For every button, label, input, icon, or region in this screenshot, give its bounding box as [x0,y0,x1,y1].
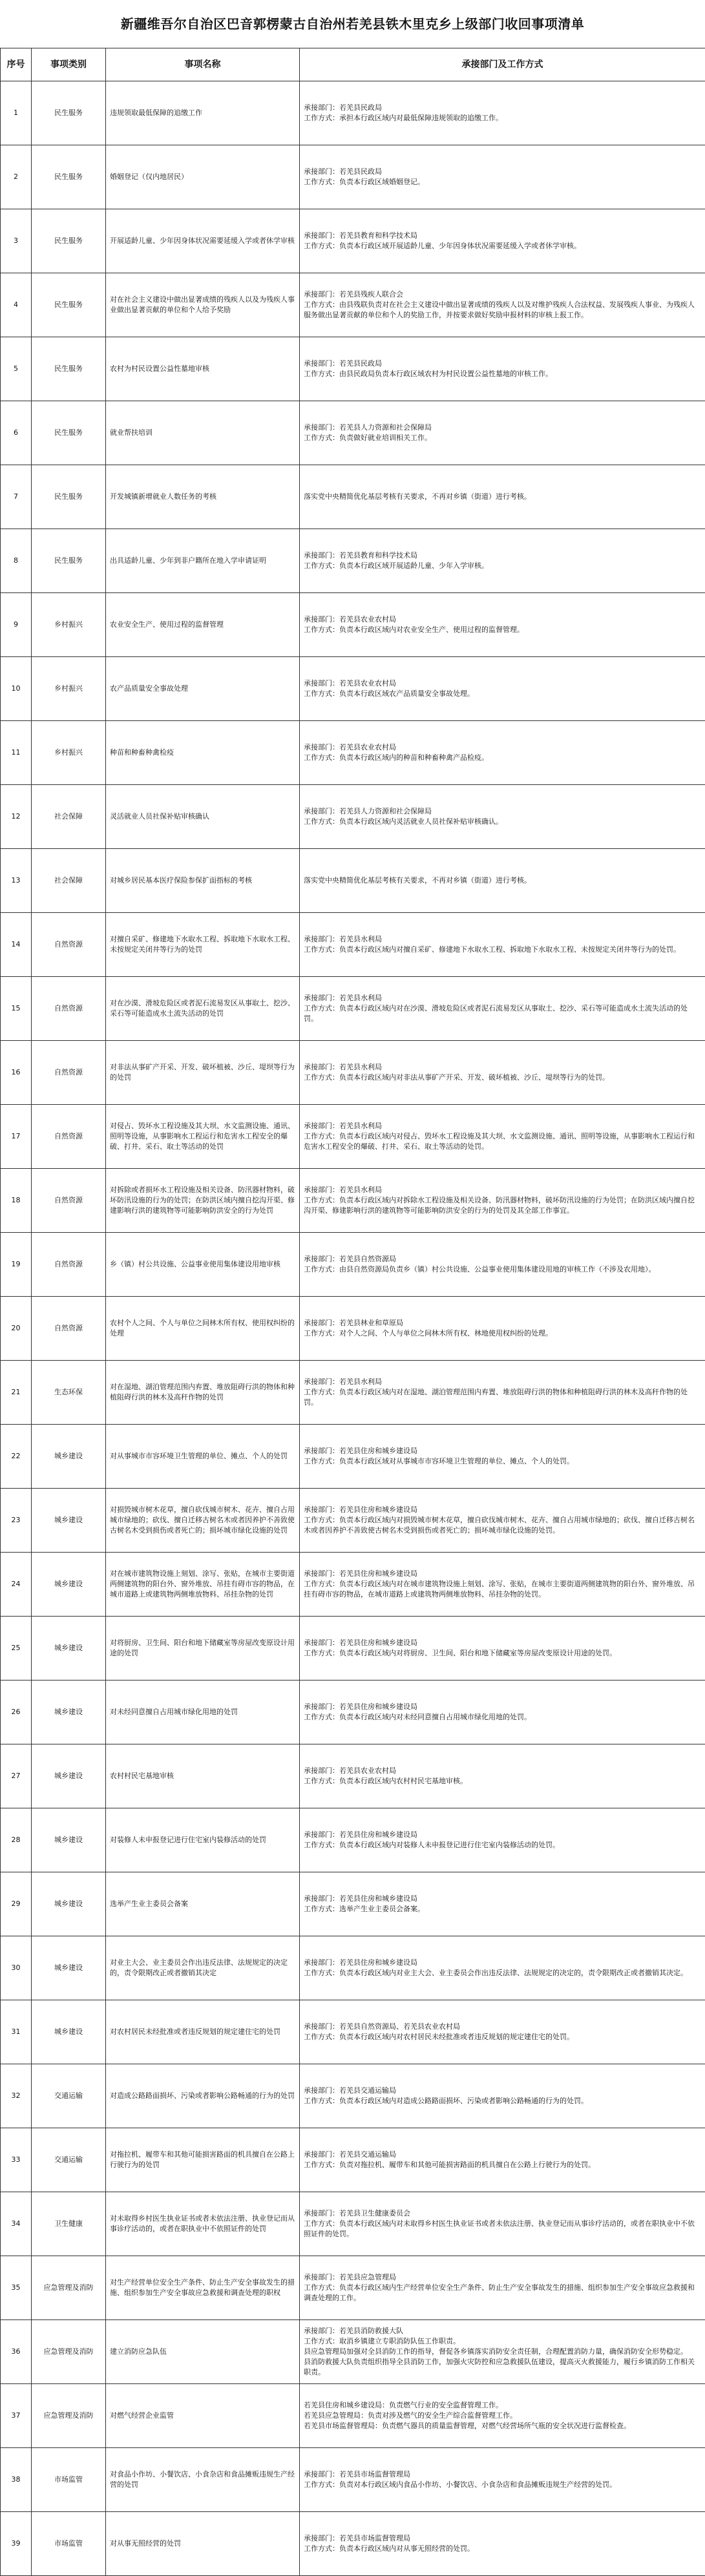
table-row [1,913,705,977]
department-line: 承接部门：若羌县卫生健康委员会 [304,2208,701,2219]
row-category: 城乡建设 [32,1872,106,1936]
table-row [1,401,705,465]
table-row [1,1105,705,1169]
header-department: 承接部门及工作方式 [300,48,705,81]
row-number: 10 [1,657,32,721]
row-department [300,1936,705,2000]
table-row [1,1553,705,1617]
table-row [1,337,705,401]
table-row [1,593,705,657]
department-line: 工作方式：负责本行政区域内农村村民宅基地审核。 [304,1776,701,1786]
table-row [1,1041,705,1105]
row-item-name: 对拖拉机、履带车和其他可能损害路面的机具擅自在公路上行驶行为的处罚 [106,2128,300,2192]
row-item-name: 对业主大会、业主委员会作出违反法律、法规规定的决定的，责令限期改正或者撤销其决定 [106,1936,300,2000]
row-department [300,1808,705,1872]
department-line: 承接部门：若羌县交通运输局 [304,2086,701,2096]
department-line: 承接部门：若羌县民政局 [304,167,701,177]
row-number: 28 [1,1808,32,1872]
department-line: 承接部门：若羌县消防救援大队 [304,2326,701,2336]
row-category: 城乡建设 [32,1425,106,1489]
department-line: 承接部门：若羌县住房和城乡建设局 [304,1638,701,1648]
row-number: 22 [1,1425,32,1489]
row-category: 乡村振兴 [32,721,106,785]
row-category: 应急管理及消防 [32,2384,106,2448]
row-item-name: 对造成公路路面损坏、污染或者影响公路畅通的行为的处罚 [106,2064,300,2128]
row-number: 29 [1,1872,32,1936]
row-number: 26 [1,1681,32,1744]
row-number: 3 [1,209,32,273]
row-category: 城乡建设 [32,1617,106,1681]
row-number: 7 [1,465,32,529]
row-department [300,1553,705,1617]
row-number: 16 [1,1041,32,1105]
row-number: 17 [1,1105,32,1169]
row-number: 19 [1,1233,32,1297]
row-category: 自然资源 [32,1297,106,1361]
row-item-name: 农村村民宅基地审核 [106,1744,300,1808]
row-category: 民生服务 [32,145,106,209]
row-item-name: 种苗和种畜种禽检疫 [106,721,300,785]
department-line: 承接部门：若羌县住房和城乡建设局 [304,1702,701,1712]
department-line: 工作方式：负责本行政区域婚姻登记。 [304,177,701,187]
department-line: 承接部门：若羌县残疾人联合会 [304,289,701,300]
row-item-name: 开发城镇新增就业人数任务的考核 [106,465,300,529]
table-row [1,1425,705,1489]
row-number: 20 [1,1297,32,1361]
row-department [300,913,705,977]
table-row [1,1233,705,1297]
row-number: 9 [1,593,32,657]
row-department [300,1361,705,1425]
table-row [1,465,705,529]
row-category: 乡村振兴 [32,593,106,657]
row-department [300,1744,705,1808]
row-department [300,1041,705,1105]
table-row [1,529,705,593]
department-line: 承接部门：若羌县住房和城乡建设局 [304,1894,701,1904]
row-category: 市场监管 [32,2448,106,2512]
department-line: 承接部门：若羌县自然资源局 [304,1254,701,1264]
department-line: 承接部门：若羌县应急管理局 [304,2272,701,2283]
row-item-name: 农产品质量安全事故处理 [106,657,300,721]
row-item-name: 对损毁城市树木花草，擅自砍伐城市树木、花卉、擅自占用城市绿地的；砍伐、擅自迁移古树名木或者因养护不善致使古树名木受到损伤或者死亡的；损坏城市绿化设施的处罚 [106,1489,300,1553]
table-row [1,1489,705,1553]
department-line: 承接部门：若羌县住房和城乡建设局 [304,1958,701,1968]
department-line: 承接部门：若羌县民政局 [304,103,701,113]
table-row [1,2192,705,2256]
row-department [300,401,705,465]
table-row [1,1744,705,1808]
row-item-name: 对装修人未申报登记进行住宅室内装修活动的处罚 [106,1808,300,1872]
row-department [300,1872,705,1936]
row-department [300,337,705,401]
row-item-name: 对未取得乡村医生执业证书或者未依法注册、执业登记而从事诊疗活动的，或者在职执业中不依照证件的处罚 [106,2192,300,2256]
row-item-name: 对农村居民未经批准或者违反规划的规定建住宅的处罚 [106,2000,300,2064]
department-line: 工作方式：负责本行政区域内对擅自采矿、修建地下水取水工程、拆取地下水取水工程、未按规定关闭井等行为的处罚。 [304,945,701,955]
department-line: 承接部门：若羌县林业和草原局 [304,1318,701,1328]
row-number: 13 [1,849,32,913]
table-row [1,1361,705,1425]
row-department [300,1617,705,1681]
header-category: 事项类别 [32,48,106,81]
row-item-name: 婚姻登记（仅内地居民） [106,145,300,209]
table-row [1,1681,705,1744]
row-category: 城乡建设 [32,1936,106,2000]
row-item-name: 对从事城市市容环境卫生管理的单位、摊点、个人的处罚 [106,1425,300,1489]
row-category: 应急管理及消防 [32,2320,106,2384]
department-line: 若羌县市场监督管理局：负责燃气器具的质量监督管理，对燃气经营场所气瓶的安全状况进行监督检查。 [304,2421,701,2431]
row-number: 35 [1,2256,32,2320]
table-row [1,977,705,1041]
row-department [300,2384,705,2448]
row-number: 27 [1,1744,32,1808]
row-department [300,1169,705,1233]
row-department [300,465,705,529]
department-line: 工作方式：负责本行政区域内对侵占、毁坏水工程设施及其大坝、水文监测设施、通讯、照明等设施，从事影响水工程运行和危害水工程安全的爆破、打井、采石、取土等活动的处罚。 [304,1131,701,1152]
row-category: 乡村振兴 [32,657,106,721]
table-row [1,1169,705,1233]
header-item-name: 事项名称 [106,48,300,81]
row-category: 城乡建设 [32,1744,106,1808]
department-line: 承接部门：若羌县农业农村局 [304,1766,701,1776]
department-line: 承接部门：若羌县住房和城乡建设局 [304,1830,701,1840]
department-line: 承接部门：若羌县农业农村局 [304,678,701,689]
row-item-name: 乡（镇）村公共设施、公益事业使用集体建设用地审核 [106,1233,300,1297]
table-row [1,273,705,337]
row-department [300,2000,705,2064]
row-number: 39 [1,2512,32,2576]
table-row [1,785,705,849]
row-item-name: 对在社会主义建设中做出显著成绩的残疾人以及为残疾人事业做出显著贡献的单位和个人给予奖励 [106,273,300,337]
row-item-name: 农村为村民设置公益性墓地审核 [106,337,300,401]
table-header-row [1,48,705,81]
department-line: 承接部门：若羌县市场监督管理局 [304,2469,701,2480]
row-department [300,849,705,913]
department-line: 工作方式：负责本行政区域开展适龄儿童、少年因身体状况需要延缓入学或者休学审核。 [304,241,701,251]
row-item-name: 开展适龄儿童、少年因身体状况需要延缓入学或者休学审核 [106,209,300,273]
department-line: 工作方式：负责本行政区域内对将厨房、卫生间、阳台和地下储藏室等房屋改变原设计用途的处罚。 [304,1648,701,1659]
department-line: 承接部门：若羌县人力资源和社会保障局 [304,806,701,817]
department-line: 承接部门：若羌县交通运输局 [304,2150,701,2160]
row-category: 自然资源 [32,1233,106,1297]
row-category: 自然资源 [32,913,106,977]
department-line: 工作方式：负责本行政区域内生产经营单位安全生产条件、防止生产安全事故发生的措施、组织参加生产安全事故应急救援和调查处理的工作。 [304,2283,701,2303]
row-category: 交通运输 [32,2064,106,2128]
table-row [1,2448,705,2512]
header-number: 序号 [1,48,32,81]
table-row [1,721,705,785]
department-line: 承接部门：若羌县住房和城乡建设局 [304,1505,701,1515]
row-department [300,209,705,273]
table-row [1,2320,705,2384]
row-department [300,2512,705,2576]
row-department [300,1105,705,1169]
row-department [300,2448,705,2512]
department-line: 工作方式：负责本行政区域内对农业安全生产、使用过程的监督管理。 [304,625,701,635]
row-number: 18 [1,1169,32,1233]
row-department [300,2192,705,2256]
department-line: 工作方式：负责本行政区域内对造成公路路面损坏、污染或者影响公路畅通的行为的处罚。 [304,2096,701,2106]
row-category: 民生服务 [32,529,106,593]
department-line: 工作方式：选举产生业主委员会备案。 [304,1904,701,1914]
row-category: 自然资源 [32,1041,106,1105]
row-department [300,1425,705,1489]
row-item-name: 对拆除或者损坏水工程设施及相关设备、防汛器材物料，破坏防汛设施的行为的处罚；在防洪区域内擅自挖沟开渠、修建影响行洪的建筑物等可能影响防洪安全的行为处罚 [106,1169,300,1233]
department-line: 承接部门：若羌县住房和城乡建设局 [304,1569,701,1579]
table-row [1,2384,705,2448]
row-department [300,81,705,145]
row-number: 23 [1,1489,32,1553]
department-line: 若羌县应急管理局：负责对涉及燃气的安全生产综合监督管理工作。 [304,2411,701,2421]
row-department [300,2128,705,2192]
row-department [300,2064,705,2128]
department-line: 承接部门：若羌县自然资源局、若羌县农业农村局 [304,2022,701,2032]
row-item-name: 对从事无照经营的处罚 [106,2512,300,2576]
row-item-name: 对侵占、毁坏水工程设施及其大坝、水文监测设施、通讯、照明等设施，从事影响水工程运行和危害水工程安全的爆破、打井、采石、取土等活动的处罚 [106,1105,300,1169]
row-item-name: 对非法从事矿产开采、开发、破坏植被、沙丘、堤坝等行为的处罚 [106,1041,300,1105]
department-line: 承接部门：若羌县住房和城乡建设局 [304,1446,701,1456]
row-item-name: 灵活就业人员社保补贴审核确认 [106,785,300,849]
row-category: 卫生健康 [32,2192,106,2256]
department-line: 落实党中央精简优化基层考核有关要求，不再对乡镇（街道）进行考核。 [304,492,701,502]
table-row [1,1872,705,1936]
row-category: 民生服务 [32,465,106,529]
row-number: 21 [1,1361,32,1425]
row-category: 民生服务 [32,81,106,145]
table-row [1,657,705,721]
row-item-name: 对未经同意擅自占用城市绿化用地的处罚 [106,1681,300,1744]
row-number: 5 [1,337,32,401]
row-department [300,2320,705,2384]
table-row [1,2256,705,2320]
row-department [300,273,705,337]
row-item-name: 选举产生业主委员会备案 [106,1872,300,1936]
row-item-name: 违规领取最低保障的追缴工作 [106,81,300,145]
department-line: 工作方式：负责做好就业培训相关工作。 [304,433,701,443]
row-department [300,1297,705,1361]
department-line: 工作方式：负责本行政区域内对未取得乡村医生执业证书或者未依法注册、执业登记而从事诊疗活动的，或者在职执业中不依照证件的处罚。 [304,2219,701,2239]
row-number: 1 [1,81,32,145]
row-department [300,145,705,209]
table-row [1,1297,705,1361]
department-line: 工作方式：负责本行政区域内对非法从事矿产开采、开发、破坏植被、沙丘、堤坝等行为的处罚。 [304,1073,701,1083]
department-line: 工作方式：由县自然资源局负责乡（镇）村公共设施、公益事业使用集体建设用地的审核工作（不涉及农用地）。 [304,1264,701,1275]
department-line: 落实党中央精简优化基层考核有关要求，不再对乡镇（街道）进行考核。 [304,875,701,886]
department-line: 工作方式：取消乡镇建立专职消防队伍工作职责。 [304,2336,701,2347]
row-number: 38 [1,2448,32,2512]
row-department [300,977,705,1041]
row-department [300,593,705,657]
row-item-name: 农村个人之间、个人与单位之间林木所有权、使用权纠纷的处理 [106,1297,300,1361]
department-line: 承接部门：若羌县市场监督管理局 [304,2533,701,2544]
row-number: 6 [1,401,32,465]
table-row [1,209,705,273]
row-category: 应急管理及消防 [32,2256,106,2320]
row-item-name: 对在沙漠、滑坡危险区或者泥石流易发区从事取土、挖沙、采石等可能造成水土流失活动的处罚 [106,977,300,1041]
row-category: 民生服务 [32,401,106,465]
row-department [300,529,705,593]
department-line: 承接部门：若羌县水利局 [304,1121,701,1131]
department-line: 工作方式：负责本行政区域内对从事无照经营的处罚。 [304,2544,701,2554]
table-row [1,849,705,913]
table-row [1,2512,705,2576]
table-row [1,1808,705,1872]
row-item-name: 对在城市建筑物设施上刻划、涂写、张贴，在城市主要街道两侧建筑物的阳台外、窗外堆放、吊挂有碍市容的物品，在城市道路上或建筑物两侧堆放物料、吊挂杂物的处罚 [106,1553,300,1617]
row-item-name: 农业安全生产、使用过程的监督管理 [106,593,300,657]
row-category: 城乡建设 [32,1681,106,1744]
row-item-name: 对在湿地、湖泊管理范围内弃置、堆放阻碍行洪的物体和种植阻碍行洪的林木及高秆作物的处罚 [106,1361,300,1425]
row-category: 城乡建设 [32,1808,106,1872]
table-body [1,81,705,2576]
department-line: 承接部门：若羌县民政局 [304,359,701,369]
row-category: 民生服务 [32,209,106,273]
row-category: 社会保障 [32,785,106,849]
department-line: 工作方式：负责本行政区域内对在城市建筑物设施上刻划、涂写、张贴，在城市主要街道两侧建筑物的阳台外、窗外堆放、吊挂有碍市容的物品，在城市道路上或建筑物两侧堆放物料、吊挂杂物的处罚。 [304,1579,701,1600]
table-row [1,1617,705,1681]
department-line: 县应急管理局加强对全县消防工作的指导，督促各乡镇落实消防安全责任制，合理配置消防力量，确保消防安全形势稳定。 [304,2347,701,2357]
table-row [1,145,705,209]
department-line: 承接部门：若羌县人力资源和社会保障局 [304,423,701,433]
department-line: 工作方式：负责本行政区域内的种苗和种畜种禽产品检疫。 [304,753,701,763]
department-line: 承接部门：若羌县教育和科学技术局 [304,231,701,241]
table-row [1,2064,705,2128]
row-department [300,2256,705,2320]
department-line: 工作方式：负责本行政区域内对在湿地、湖泊管理范围内弃置、堆放阻碍行洪的物体和种植阻碍行洪的林木及高秆作物的处罚。 [304,1387,701,1408]
department-line: 工作方式：负责本行政区域内对未经同意擅自占用城市绿化用地的处罚。 [304,1712,701,1723]
row-number: 37 [1,2384,32,2448]
table-row [1,2128,705,2192]
department-line: 承接部门：若羌县水利局 [304,934,701,945]
row-category: 民生服务 [32,273,106,337]
row-number: 24 [1,1553,32,1617]
row-number: 4 [1,273,32,337]
department-line: 承接部门：若羌县水利局 [304,1185,701,1195]
department-line: 承接部门：若羌县教育和科学技术局 [304,550,701,561]
row-item-name: 对生产经营单位安全生产条件、防止生产安全事故发生的措施、组织参加生产安全事故应急救援和调查处理的职权 [106,2256,300,2320]
department-line: 工作方式：负责对本行政区域内食品小作坊、小餐饮店、小食杂店和食品摊贩违规生产经营的处罚。 [304,2480,701,2490]
row-department [300,785,705,849]
row-number: 32 [1,2064,32,2128]
row-category: 生态环保 [32,1361,106,1425]
department-line: 工作方式：承担本行政区域内对最低保障违规领取的追缴工作。 [304,113,701,123]
department-line: 工作方式：负责本行政区域内灵活就业人员社保补贴审核确认。 [304,817,701,827]
department-line: 工作方式：由县残联负责对在社会主义建设中做出显著成绩的残疾人以及对维护残疾人合法权益、发展残疾人事业、为残疾人服务做出显著贡献的单位和个人的奖励工作，并按要求做好奖励申报材料的审核上报工作。 [304,300,701,320]
department-line: 工作方式：由县民政局负责本行政区域农村为村民设置公益性墓地的审核工作。 [304,369,701,379]
department-line: 工作方式：对个人之间、个人与单位之间林木所有权、林地使用权纠纷的处理。 [304,1328,701,1339]
department-line: 工作方式：负责对拖拉机、履带车和其他可能损害路面的机具擅自在公路上行驶行为的处罚。 [304,2160,701,2170]
row-item-name: 就业帮扶培训 [106,401,300,465]
row-item-name: 对食品小作坊、小餐饮店、小食杂店和食品摊贩违规生产经营的处罚 [106,2448,300,2512]
row-number: 14 [1,913,32,977]
department-line: 工作方式：负责本行政区域内对业主大会、业主委员会作出违反法律、法规规定的决定的，责令限期改正或者撤销其决定。 [304,1968,701,1978]
row-number: 25 [1,1617,32,1681]
row-item-name: 对将厨房、卫生间、阳台和地下储藏室等房屋改变原设计用途的处罚 [106,1617,300,1681]
row-number: 11 [1,721,32,785]
row-category: 自然资源 [32,1169,106,1233]
department-line: 承接部门：若羌县水利局 [304,1377,701,1387]
row-category: 城乡建设 [32,2000,106,2064]
department-line: 县消防救援大队负责组织指导全县消防工作，加强火灾防控和应急救援队伍建设，提高灭火救援能力，履行乡镇消防工作相关职责。 [304,2357,701,2378]
row-category: 民生服务 [32,337,106,401]
row-department [300,1233,705,1297]
department-line: 若羌县住房和城乡建设局：负责燃气行业的安全监督管理工作。 [304,2400,701,2411]
row-number: 30 [1,1936,32,2000]
row-item-name: 建立消防应急队伍 [106,2320,300,2384]
department-line: 承接部门：若羌县水利局 [304,993,701,1003]
department-line: 工作方式：负责本行政区域农产品质量安全事故处理。 [304,689,701,699]
row-number: 2 [1,145,32,209]
row-number: 12 [1,785,32,849]
items-table [0,48,705,2576]
document-title: 新疆维吾尔自治区巴音郭楞蒙古自治州若羌县铁木里克乡上级部门收回事项清单 [0,0,705,48]
row-category: 城乡建设 [32,1489,106,1553]
department-line: 工作方式：负责本行政区域内对装修人未申报登记进行住宅室内装修活动的处罚。 [304,1840,701,1850]
department-line: 工作方式：负责本行政区域内对在沙漠、滑坡危险区或者泥石流易发区从事取土、挖沙、采石等可能造成水土流失活动的处罚。 [304,1003,701,1024]
table-row [1,81,705,145]
row-number: 36 [1,2320,32,2384]
row-number: 34 [1,2192,32,2256]
row-number: 33 [1,2128,32,2192]
row-number: 15 [1,977,32,1041]
row-category: 自然资源 [32,1105,106,1169]
row-category: 自然资源 [32,977,106,1041]
department-line: 工作方式：负责本行政区域内对拆除水工程设施及相关设备、防汛器材物料，破坏防汛设施的行为处罚；在防洪区域内擅自挖沟开渠、修建影响行洪的建筑物等可能影响防洪安全的行为的处罚及其全部工作事宜。 [304,1195,701,1216]
row-number: 31 [1,2000,32,2064]
row-item-name: 对城乡居民基本医疗保险参保扩面指标的考核 [106,849,300,913]
row-department [300,721,705,785]
table-row [1,2000,705,2064]
row-department [300,1681,705,1744]
department-line: 工作方式：负责本行政区域内对农村居民未经批准或者违反规划的规定建住宅的处罚。 [304,2032,701,2042]
department-line: 承接部门：若羌县农业农村局 [304,614,701,625]
department-line: 工作方式：负责本行政区域对从事城市市容环境卫生管理的单位、摊点、个人的处罚。 [304,1456,701,1467]
department-line: 工作方式：负责本行政区域开展适龄儿童、少年入学审核。 [304,561,701,571]
row-number: 8 [1,529,32,593]
row-category: 市场监管 [32,2512,106,2576]
row-category: 城乡建设 [32,1553,106,1617]
row-department [300,1489,705,1553]
department-line: 承接部门：若羌县农业农村局 [304,742,701,753]
department-line: 工作方式：负责本行政区域内对损毁城市树木花草，擅自砍伐城市树木、花卉、擅自占用城市绿地的；砍伐、擅自迁移古树名木或者因养护不善致使古树名木受到损伤或者死亡的；损坏城市绿化设施的处罚。 [304,1515,701,1536]
row-item-name: 对擅自采矿、修建地下水取水工程、拆取地下水取水工程、未按规定关闭井等行为的处罚 [106,913,300,977]
table-row [1,1936,705,2000]
row-item-name: 出具适龄儿童、少年到非户籍所在地入学申请证明 [106,529,300,593]
row-item-name: 对燃气经营企业监管 [106,2384,300,2448]
row-category: 交通运输 [32,2128,106,2192]
department-line: 承接部门：若羌县水利局 [304,1062,701,1073]
row-department [300,657,705,721]
row-category: 社会保障 [32,849,106,913]
